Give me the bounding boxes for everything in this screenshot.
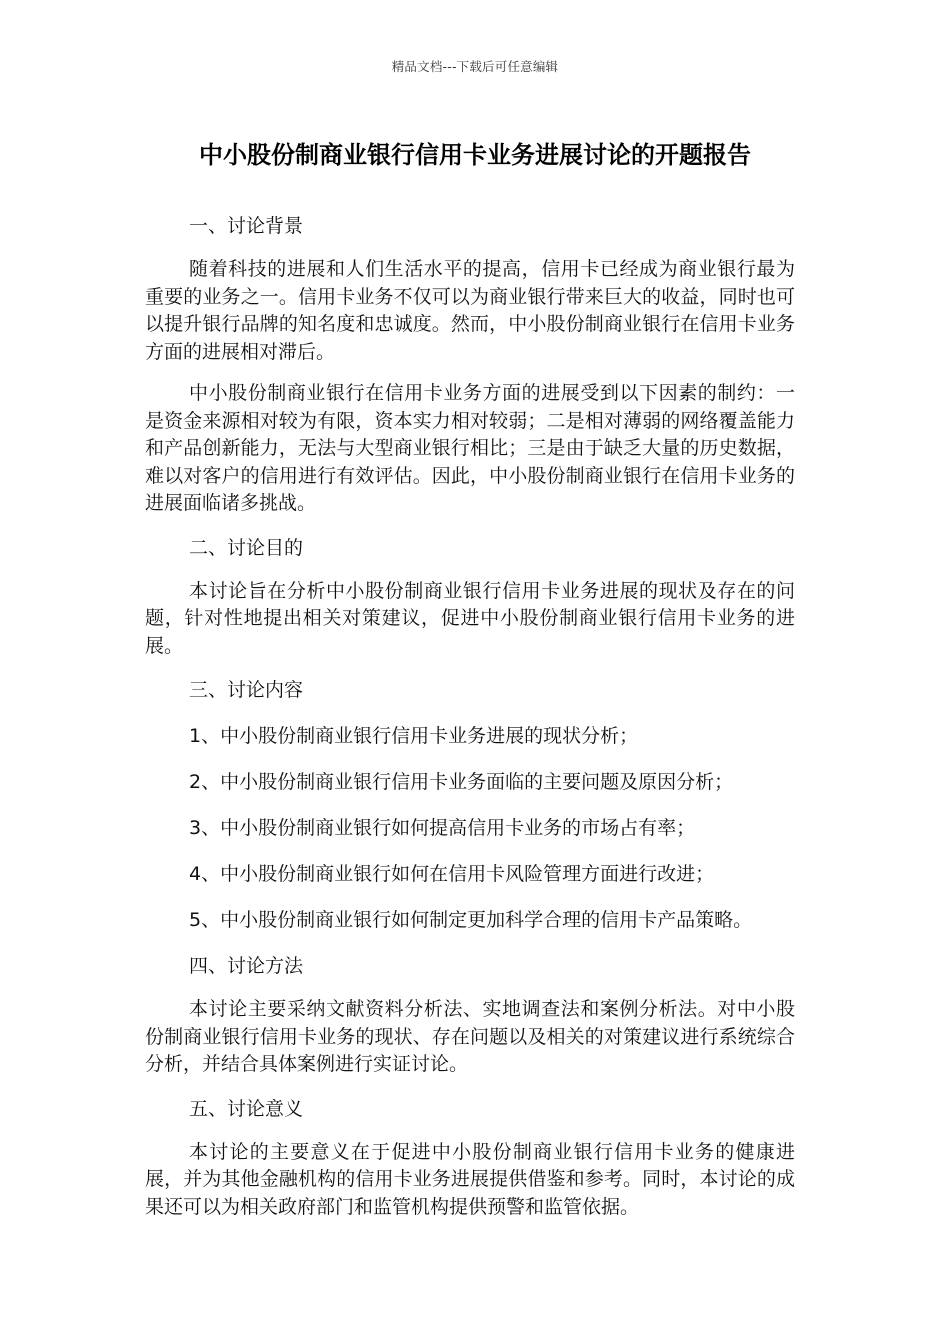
list-item: 4、中小股份制商业银行如何在信用卡风险管理方面进行改进；	[189, 863, 715, 885]
header-note: 精品文档---下载后可任意编辑	[391, 59, 559, 74]
method-paragraph: 本讨论主要采纳文献资料分析法、实地调查法和案例分析法。对中小股份制商业银行信用卡业务的现状、存在问题以及相关的对策建议进行系统综合分析，并结合具体案例进行实证讨论。	[145, 998, 795, 1075]
significance-paragraph: 本讨论的主要意义在于促进中小股份制商业银行信用卡业务的健康进展，并为其他金融机构的信用卡业务进展提供借鉴和参考。同时，本讨论的成果还可以为相关政府部门和监管机构提供预警和监管依据。	[145, 1140, 795, 1218]
section-heading-method: 四、讨论方法	[189, 955, 304, 977]
content-list	[145, 720, 795, 936]
section-heading-background: 一、讨论背景	[189, 215, 304, 237]
section-heading-significance: 五、讨论意义	[189, 1097, 304, 1120]
section-heading-purpose: 二、讨论目的	[189, 536, 304, 559]
background-paragraph-2: 中小股份制商业银行在信用卡业务方面的进展受到以下因素的制约：一是资金来源相对较为有限，资本实力相对较弱；二是相对薄弱的网络覆盖能力和产品创新能力，无法与大型商业银行相比；三是由于缺乏大量的历史数据，难以对客户的信用进行有效评估。因此，中小股份制商业银行在信用卡业务的进展面临诸多挑战。	[145, 382, 795, 514]
list-item: 5、中小股份制商业银行如何制定更加科学合理的信用卡产品策略。	[189, 909, 753, 931]
list-item: 2、中小股份制商业银行信用卡业务面临的主要问题及原因分析；	[189, 771, 734, 793]
list-item: 3、中小股份制商业银行如何提高信用卡业务的市场占有率；	[189, 817, 696, 839]
section-heading-content: 三、讨论内容	[189, 679, 304, 701]
document-title: 中小股份制商业银行信用卡业务进展讨论的开题报告	[199, 141, 751, 169]
background-paragraph-1: 随着科技的进展和人们生活水平的提高，信用卡已经成为商业银行最为重要的业务之一。信用卡业务不仅可以为商业银行带来巨大的收益，同时也可以提升银行品牌的知名度和忠诚度。然而，中小股份制商业银行在信用卡业务方面的进展相对滞后。	[145, 258, 795, 363]
list-item: 1、中小股份制商业银行信用卡业务进展的现状分析；	[189, 725, 639, 747]
document-body	[145, 210, 795, 1235]
purpose-paragraph: 本讨论旨在分析中小股份制商业银行信用卡业务进展的现状及存在的问题，针对性地提出相关对策建议，促进中小股份制商业银行信用卡业务的进展。	[145, 579, 795, 657]
